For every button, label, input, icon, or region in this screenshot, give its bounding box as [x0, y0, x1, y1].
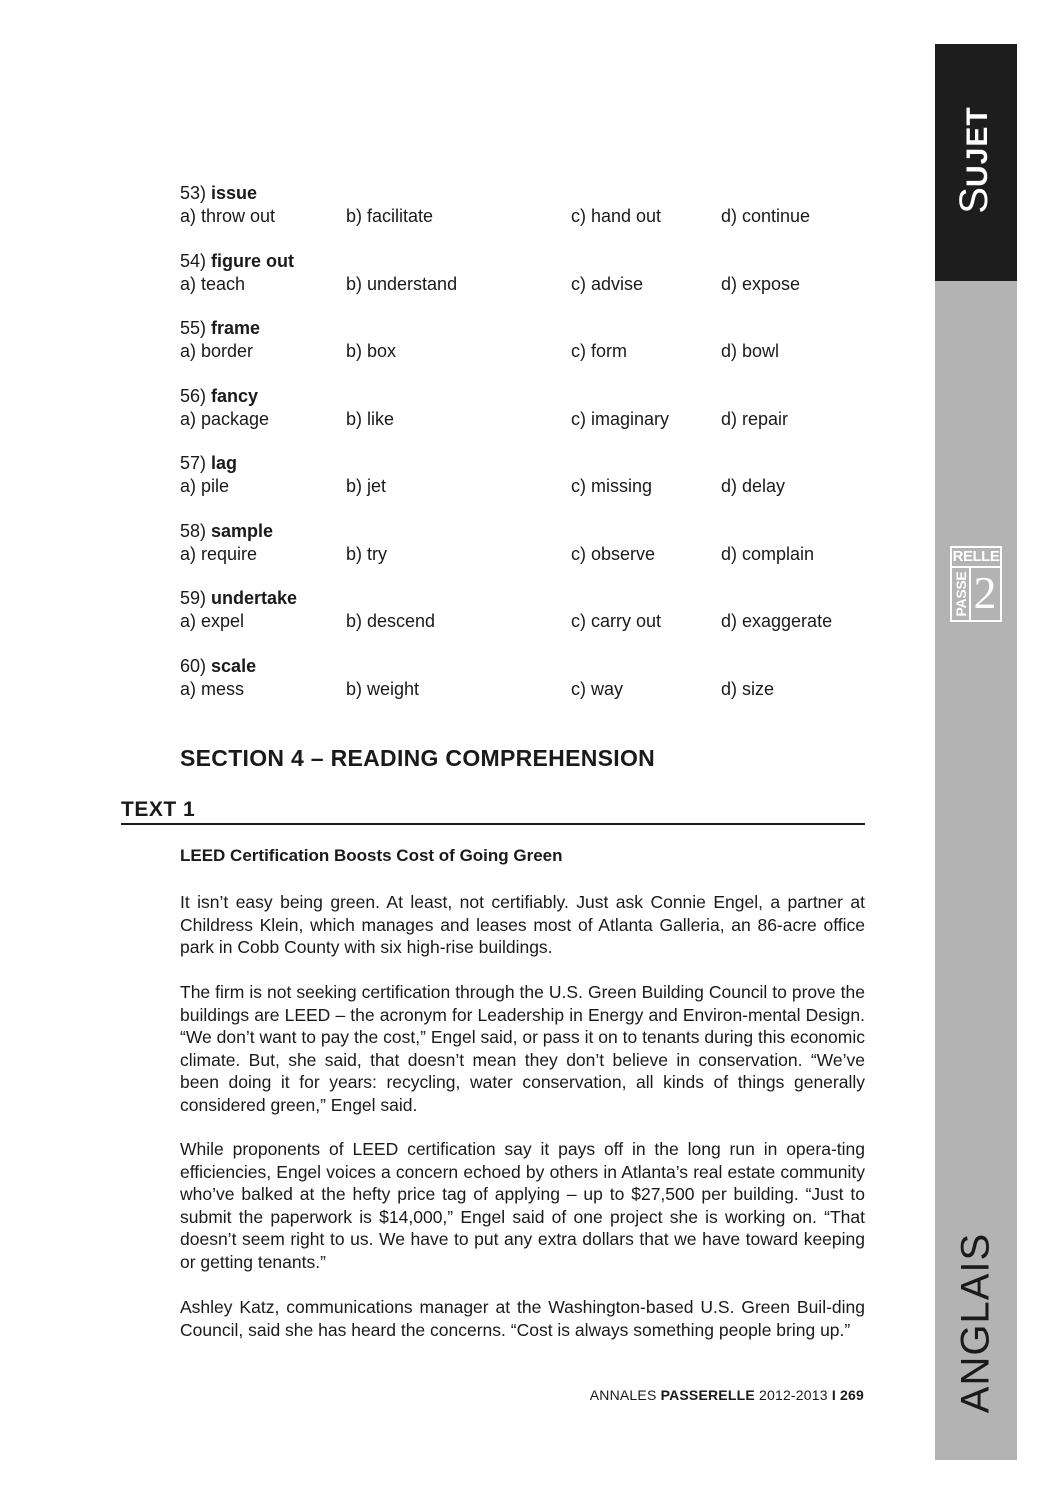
logo-number: 2 — [973, 567, 997, 618]
question-60 — [180, 655, 880, 701]
text-heading-label: TEXT 1 — [121, 798, 196, 821]
question-heading — [180, 655, 880, 677]
article-paragraph: It isn’t easy being green. At least, not certifiably. Just ask Connie Engel, a partner at Childress Klein, which manages and leases most of Atlanta Galleria, an 86-acre office park in Cobb County with six high-rise buildings. — [180, 892, 865, 958]
question-heading — [180, 250, 880, 272]
question-heading — [180, 587, 880, 609]
question-word: scale — [211, 656, 257, 676]
option-c: c) way — [571, 679, 624, 699]
option-b: b) jet — [346, 476, 387, 496]
option-d: d) bowl — [721, 341, 780, 361]
question-word: undertake — [211, 588, 298, 608]
option-d: d) complain — [721, 544, 815, 564]
footer-brand: PASSERELLE — [660, 1387, 755, 1403]
sujet-label — [952, 106, 996, 214]
question-heading — [180, 385, 880, 407]
option-c: c) observe — [571, 544, 656, 564]
question-word: figure out — [211, 251, 295, 271]
question-heading — [180, 520, 880, 542]
option-a: a) expel — [180, 611, 245, 631]
question-57 — [180, 452, 880, 498]
option-c: c) hand out — [571, 206, 662, 226]
question-word: issue — [211, 183, 258, 203]
article-paragraph: The firm is not seeking certification through the U.S. Green Building Council to prove the buildings are LEED – the acronym for Leadership in Energy and Environ-mental Design. “We don’t want to pay the cost,” Engel said, or pass it on to tenants during this economic climate. But, she said, that doesn’t mean they don’t believe in conservation. “We’ve been doing it for years: recycling, water conservation, all kinds of things generally considered green,” Engel said. — [180, 982, 865, 1115]
option-a: a) mess — [180, 679, 245, 699]
question-54 — [180, 250, 880, 296]
option-c: c) advise — [571, 274, 644, 294]
sujet-rest: UJET — [961, 106, 994, 187]
logo-left-text: PASSE — [953, 571, 969, 617]
section-title: SECTION 4 – READING COMPREHENSION — [180, 745, 656, 771]
text-heading — [121, 798, 865, 825]
question-number: 56) — [180, 386, 207, 406]
option-c: c) form — [571, 341, 627, 361]
answer-options — [180, 273, 880, 296]
option-a: a) require — [180, 544, 258, 564]
question-53 — [180, 182, 880, 228]
option-d: d) continue — [721, 206, 811, 226]
option-a: a) throw out — [180, 206, 276, 226]
question-number: 55) — [180, 318, 207, 338]
page-number: 269 — [840, 1387, 864, 1403]
footer-year: 2012-2013 — [758, 1387, 828, 1403]
page-footer — [590, 1387, 864, 1403]
footer-prefix: ANNALES — [589, 1387, 657, 1403]
question-number: 59) — [180, 588, 207, 608]
option-b: b) weight — [346, 679, 420, 699]
question-heading — [180, 182, 880, 204]
question-word: fancy — [211, 386, 259, 406]
question-word: lag — [211, 453, 238, 473]
answer-options — [180, 678, 880, 701]
option-b: b) descend — [346, 611, 436, 631]
footer-separator: I — [831, 1387, 836, 1403]
question-58 — [180, 520, 880, 566]
option-c: c) missing — [571, 476, 653, 496]
option-d: d) size — [721, 679, 775, 699]
answer-options — [180, 610, 880, 633]
article-title: LEED Certification Boosts Cost of Going Green — [180, 846, 563, 865]
option-b: b) facilitate — [346, 206, 434, 226]
question-55 — [180, 317, 880, 363]
question-number: 57) — [180, 453, 207, 473]
passerelle-2-logo — [950, 546, 1002, 622]
option-c: c) imaginary — [571, 409, 670, 429]
question-word: frame — [211, 318, 261, 338]
option-b: b) like — [346, 409, 395, 429]
subject-label: ANGLAIS — [953, 1232, 998, 1414]
answer-options — [180, 408, 880, 431]
article-paragraph: Ashley Katz, communications manager at the Washington-based U.S. Green Buil-ding Council, said she has heard the concerns. “Cost is always something people bring up.” — [180, 1297, 865, 1340]
question-number: 54) — [180, 251, 207, 271]
question-word: sample — [211, 521, 274, 541]
question-number: 60) — [180, 656, 207, 676]
logo-top-text: RELLE — [952, 548, 1000, 568]
option-a: a) pile — [180, 476, 230, 496]
option-a: a) teach — [180, 274, 246, 294]
question-heading — [180, 317, 880, 339]
option-d: d) delay — [721, 476, 786, 496]
answer-options — [180, 543, 880, 566]
option-d: d) exaggerate — [721, 611, 833, 631]
question-59 — [180, 587, 880, 633]
option-a: a) border — [180, 341, 254, 361]
option-d: d) expose — [721, 274, 801, 294]
question-number: 53) — [180, 183, 207, 203]
question-heading — [180, 452, 880, 474]
option-a: a) package — [180, 409, 270, 429]
option-b: b) box — [346, 341, 397, 361]
option-b: b) try — [346, 544, 388, 564]
question-number: 58) — [180, 521, 207, 541]
question-56 — [180, 385, 880, 431]
answer-options — [180, 205, 880, 228]
option-d: d) repair — [721, 409, 789, 429]
answer-options — [180, 340, 880, 363]
option-b: b) understand — [346, 274, 458, 294]
logo-left-panel — [953, 568, 971, 620]
sujet-initial: S — [952, 187, 996, 214]
answer-options — [180, 475, 880, 498]
article-paragraph: While proponents of LEED certification say it pays off in the long run in opera-ting efficiencies, Engel voices a concern echoed by others in Atlanta’s real estate community who’ve balked at the hefty price tag of applying – up to $27,500 per building. “Just to submit the paperwork is $14,000,” Engel said of one project she is working on. “That doesn’t seem right to us. We have to put any extra dollars that we have toward keeping or getting tenants.” — [180, 1139, 865, 1272]
option-c: c) carry out — [571, 611, 662, 631]
